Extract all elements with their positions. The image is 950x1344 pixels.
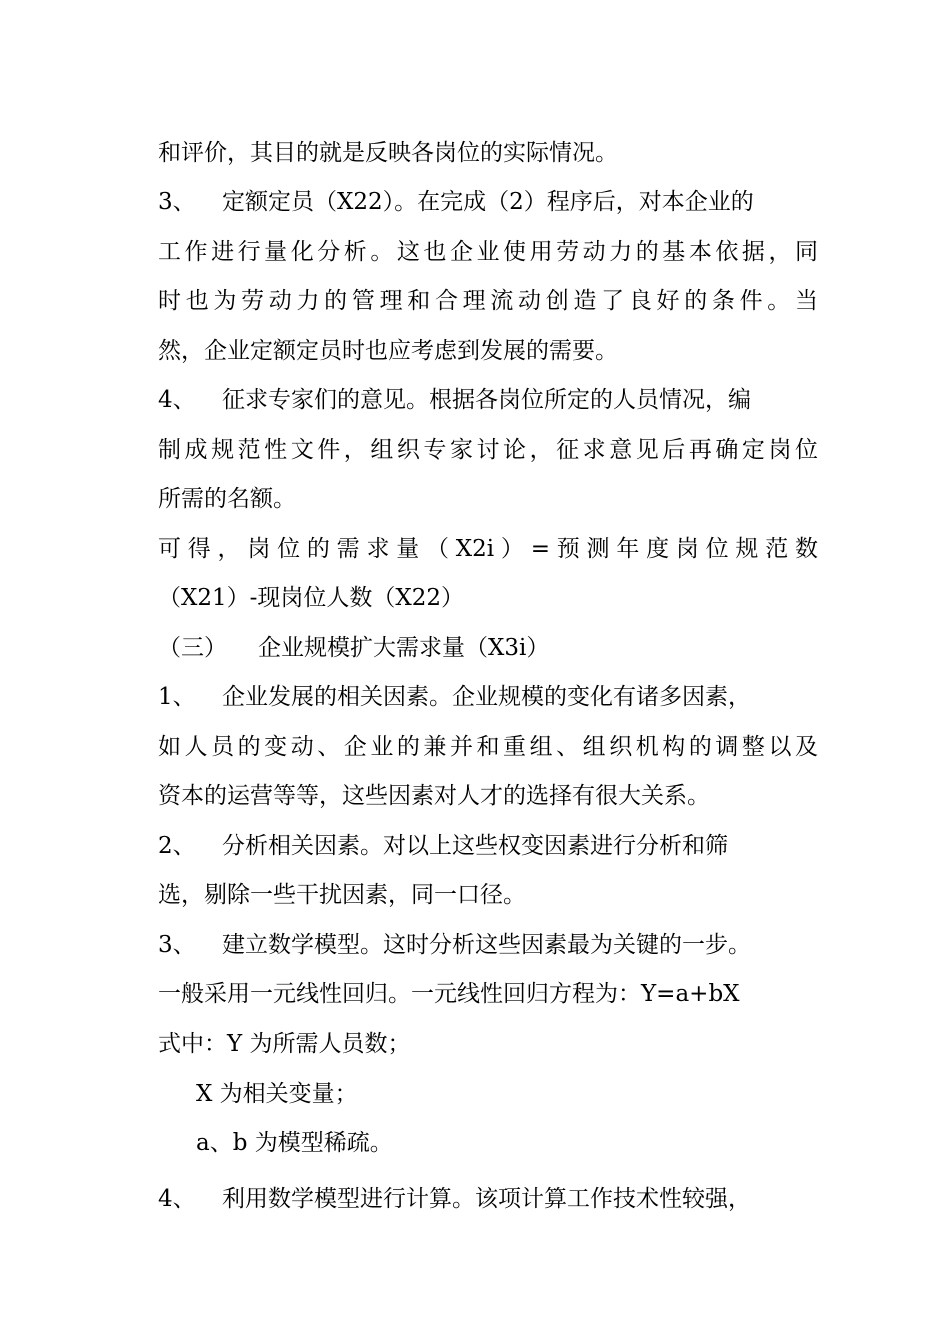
- text-line: 如人员的变动、企业的兼并和重组、组织机构的调整以及: [158, 734, 818, 760]
- list-item-text: 建立数学模型。这时分析这些因素最为关键的一步。: [222, 932, 751, 958]
- text-line: 制成规范性文件，组织专家讨论，征求意见后再确定岗位: [158, 437, 818, 463]
- list-item-text: 征求专家们的意见。根据各岗位所定的人员情况，编: [222, 387, 751, 413]
- list-item-text: 定额定员（X22）。在完成（2）程序后，对本企业的: [222, 189, 754, 215]
- text-line: 工作进行量化分析。这也企业使用劳动力的基本依据，同: [158, 239, 818, 265]
- list-item-1: [158, 682, 818, 712]
- list-item-4b: [158, 1184, 818, 1214]
- section-number: （三）: [158, 635, 227, 661]
- list-item-text: 分析相关因素。对以上这些权变因素进行分析和筛: [222, 833, 728, 859]
- list-number: 3、: [158, 932, 196, 958]
- list-item-3b: [158, 930, 818, 960]
- text-line: 然，企业定额定员时也应考虑到发展的需要。: [158, 338, 618, 364]
- list-item-3: [158, 187, 818, 217]
- list-item-4: [158, 385, 818, 415]
- list-number: 3、: [158, 189, 196, 215]
- text-line: 资本的运营等等，这些因素对人才的选择有很大关系。: [158, 783, 710, 809]
- formula-line: 可得，岗位的需求量（X2i）=预测年度岗位规范数: [158, 536, 818, 562]
- list-number: 4、: [158, 387, 196, 413]
- list-item-text: 利用数学模型进行计算。该项计算工作技术性较强，: [222, 1186, 751, 1212]
- formula-line: （X21）-现岗位人数（X22）: [158, 585, 465, 611]
- list-number: 4、: [158, 1186, 196, 1212]
- list-item-text: 企业发展的相关因素。企业规模的变化有诸多因素，: [222, 684, 751, 710]
- equation-line: 一般采用一元线性回归。一元线性回归方程为：Y=a+bX: [158, 981, 740, 1007]
- list-number: 2、: [158, 833, 196, 859]
- text-line: 选，剔除一些干扰因素，同一口径。: [158, 882, 526, 908]
- text-line: 所需的名额。: [158, 486, 296, 512]
- section-heading: [158, 633, 818, 663]
- text-line: X 为相关变量；: [196, 1081, 358, 1107]
- text-line: 式中：Y 为所需人员数；: [158, 1031, 411, 1057]
- text-line: a、b 为模型稀疏。: [196, 1130, 393, 1156]
- section-title: 企业规模扩大需求量（X3i）: [258, 635, 550, 661]
- text-line: 时也为劳动力的管理和合理流动创造了良好的条件。当: [158, 288, 818, 314]
- text-line: 和评价，其目的就是反映各岗位的实际情况。: [158, 140, 618, 166]
- list-number: 1、: [158, 684, 196, 710]
- list-item-2: [158, 831, 818, 861]
